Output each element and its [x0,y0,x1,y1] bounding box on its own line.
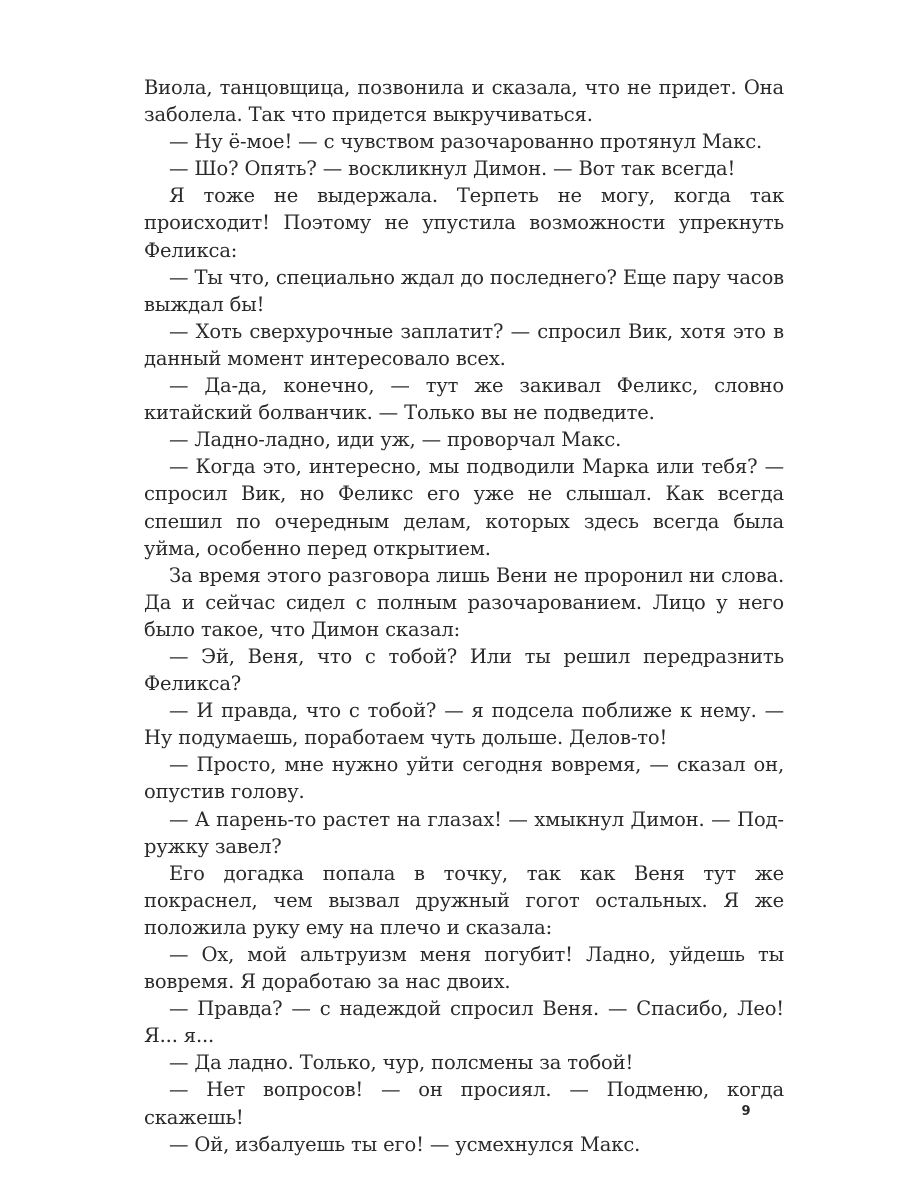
paragraph: — Хоть сверхурочные заплатит? — спросил Вик, хотя это в данный момент интересовало всех. [144,319,784,370]
paragraph: — Ладно-ладно, иди уж, — проворчал Макс. [169,428,622,452]
paragraph: — Ох, мой альтруизм меня погубит! Ладно, уйдешь ты вовремя. Я доработаю за нас двоих. [144,943,784,994]
paragraph: — А парень-то растет на глазах! — хмыкнул Димон. — Подружку завел? [144,807,784,858]
paragraph: За время этого разговора лишь Вени не проронил ни слова. Да и сейчас сидел с полным разочарованием. Лицо у него было такое, что Димон сказал: [144,563,784,641]
paragraph: Его догадка попала в точку, так как Веня тут же покраснел, чем вызвал дружный гогот остальных. Я же положила руку ему на плечо и сказала: [144,861,784,939]
paragraph: — Нет вопросов! — он просиял. — Подменю, когда скажешь! [144,1078,784,1129]
paragraph: Я тоже не выдержала. Терпеть не могу, когда так происходит! Поэтому не упустила возможности упрекнуть Феликса: [144,184,784,262]
paragraph: — Да-да, конечно, — тут же закивал Феликс, словно китайский болванчик. — Только вы не подведите. [144,374,784,425]
paragraph: — Когда это, интересно, мы подводили Марка или тебя? — спросил Вик, но Феликс его уже не слышал. Как всегда спешил по очередным делам, которых здесь всегда была уйма, особенно перед открытием. [144,455,784,560]
paragraph: — Да ладно. Только, чур, полсмены за тобой! [169,1051,634,1075]
paragraph: — Шо? Опять? — воскликнул Димон. — Вот так всегда! [169,157,736,181]
paragraph: — Просто, мне нужно уйти сегодня вовремя, — сказал он, опустив голову. [144,753,784,804]
page-number: 9 [741,1104,751,1119]
paragraph: — Ты что, специально ждал до последнего? Еще пару часов выждал бы! [144,265,784,316]
paragraph: — Ну ё-мое! — с чувством разочарованно протянул Макс. [169,130,763,154]
paragraph: — И правда, что с тобой? — я подсела поближе к нему. — Ну подумаешь, поработаем чуть дольше. Делов-то! [144,699,784,750]
paragraph: — Эй, Веня, что с тобой? Или ты решил передразнить Феликса? [144,644,784,696]
paragraph: — Ой, избалуешь ты его! — усмехнулся Макс. [169,1132,641,1156]
paragraph: Виола, танцовщица, позвонила и сказала, что не придет. Она заболела. Так что придется выкручиваться. [144,76,784,127]
paragraph: — Правда? — с надеждой спросил Веня. — Спасибо, Лео! Я... я... [144,997,784,1048]
body-text [144,74,784,1158]
